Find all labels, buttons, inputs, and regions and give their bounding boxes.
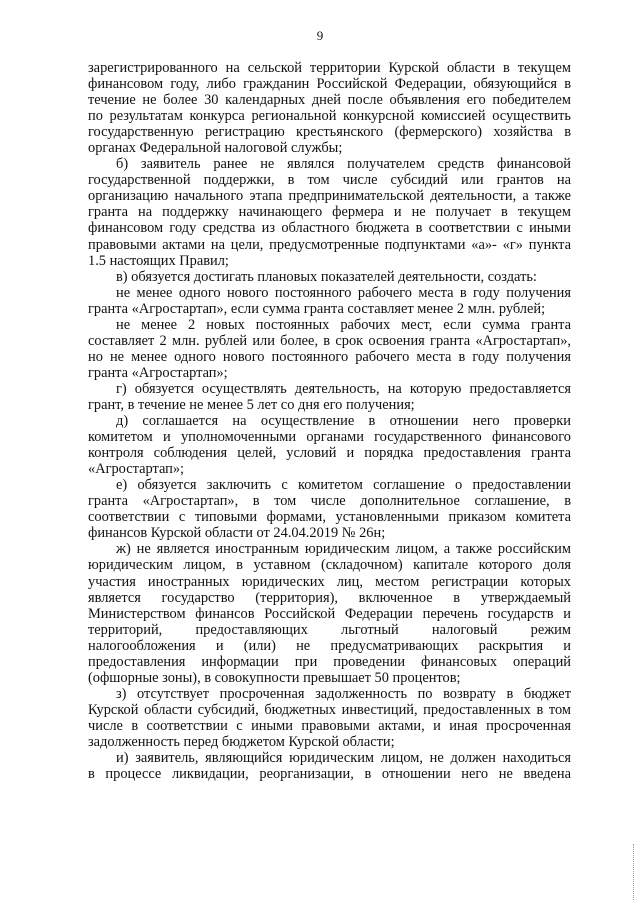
text-line: предоставления информации при проведении финансовых операций bbox=[88, 653, 571, 670]
text-line: з) отсутствует просроченная задолженность по возврату в бюджет bbox=[116, 685, 571, 702]
text-line: государственной поддержки, в том числе субсидий или грантов на bbox=[88, 172, 571, 189]
text-line: финансовом году, либо гражданин Российской Федерации, обязующийся в bbox=[88, 76, 571, 93]
text-line: юридическим лицом, в уставном (складочном) капитале которого доля bbox=[88, 557, 571, 574]
document-body-text bbox=[88, 60, 571, 782]
text-line: финансовом году средства из областного бюджета в соответствии с иными bbox=[88, 220, 571, 237]
text-line: финансов Курской области от 24.04.2019 № 26н; bbox=[88, 525, 386, 542]
text-line: е) обязуется заключить с комитетом соглашение о предоставлении bbox=[116, 477, 571, 494]
text-line: территорий, предоставляющих льготный налоговый режим bbox=[88, 621, 571, 638]
text-line: налогообложения и (или) не предусматривающих раскрытия и bbox=[88, 637, 571, 654]
text-line: является государство (территория), включенное в утверждаемый bbox=[88, 589, 571, 606]
text-line: задолженность перед бюджетом Курской области; bbox=[88, 733, 395, 750]
text-line: гранта «Агростартап», в том числе дополнительное соглашение, в bbox=[88, 493, 571, 510]
text-line: но не менее одного нового постоянного рабочего места в году получения bbox=[88, 348, 571, 365]
text-line: в) обязуется достигать плановых показателей деятельности, создать: bbox=[116, 268, 537, 285]
text-line: комитетом и уполномоченными органами государственного финансового bbox=[88, 429, 571, 446]
text-line: контроля соблюдения целей, условий и порядка предоставления гранта bbox=[88, 445, 571, 462]
text-line: гранта «Агростартап»; bbox=[88, 364, 228, 381]
text-line: ж) не является иностранным юридическим лицом, а также российским bbox=[116, 541, 571, 558]
text-line: по результатам конкурса региональной конкурсной комиссией осуществить bbox=[88, 108, 571, 125]
text-line: б) заявитель ранее не являлся получателем средств финансовой bbox=[116, 156, 571, 173]
text-line: гранта «Агростартап», если сумма гранта составляет менее 2 млн. рублей; bbox=[88, 300, 546, 317]
text-line: в процессе ликвидации, реорганизации, в отношении него не введена bbox=[88, 766, 571, 783]
text-line: и) заявитель, являющийся юридическим лицом, не должен находиться bbox=[116, 750, 571, 767]
text-line: грант, в течение не менее 5 лет со дня его получения; bbox=[88, 396, 415, 413]
text-line: организацию начального этапа предпринимательской деятельности, а также bbox=[88, 188, 571, 205]
text-line: государственную регистрацию крестьянского (фермерского) хозяйства в bbox=[88, 124, 571, 141]
text-line: г) обязуется осуществлять деятельность, на которую предоставляется bbox=[116, 380, 571, 397]
text-line: составляет 2 млн. рублей или более, в срок освоения гранта «Агростартап», bbox=[88, 332, 571, 349]
text-line: не менее 2 новых постоянных рабочих мест, если сумма гранта bbox=[116, 316, 571, 333]
text-line: зарегистрированного на сельской территории Курской области в текущем bbox=[88, 60, 571, 76]
text-line: Министерством финансов Российской Федерации перечень государств и bbox=[88, 605, 571, 622]
text-line: течение не более 30 календарных дней после объявления его победителем bbox=[88, 92, 571, 109]
text-line: «Агростартап»; bbox=[88, 461, 185, 478]
text-line: гранта на поддержку начинающего фермера и не получает в текущем bbox=[88, 204, 571, 221]
text-line: правовыми актами на цели, предусмотренные подпунктами «а»- «г» пункта bbox=[88, 236, 571, 253]
page-number: 9 bbox=[316, 28, 324, 43]
text-line: (офшорные зоны), в совокупности превышает 50 процентов; bbox=[88, 669, 461, 686]
text-line: участия иностранных юридических лиц, местом регистрации которых bbox=[88, 573, 571, 590]
text-line: д) соглашается на осуществление в отношении него проверки bbox=[116, 413, 571, 430]
text-line: не менее одного нового постоянного рабочего места в году получения bbox=[116, 284, 571, 301]
text-line: числе в соответствии с иными правовыми актами, и иная просроченная bbox=[88, 717, 571, 734]
text-line: Курской области субсидий, бюджетных инвестиций, предоставленных в том bbox=[88, 701, 571, 718]
text-line: соответствии с типовыми формами, установленными приказом комитета bbox=[88, 509, 571, 526]
text-line: 1.5 настоящих Правил; bbox=[88, 252, 229, 269]
text-line: органах Федеральной налоговой службы; bbox=[88, 140, 343, 157]
scan-edge-mark bbox=[633, 844, 636, 900]
